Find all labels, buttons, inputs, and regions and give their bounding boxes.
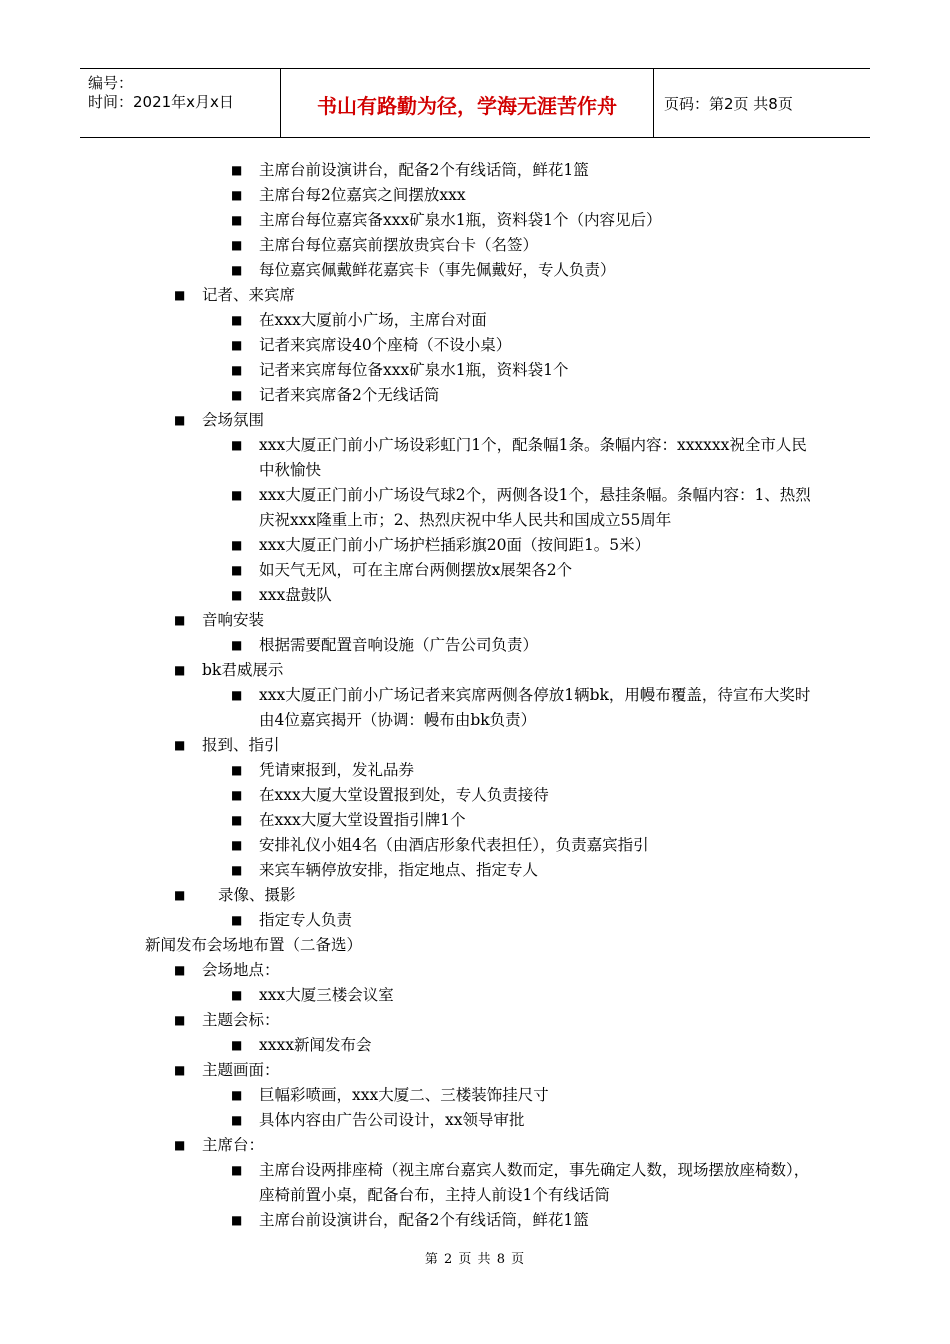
list-item-text: xxx大厦正门前小广场设气球2个，两侧各设1个，悬挂条幅。条幅内容：1、热烈庆祝xxx隆重上市；2、热烈庆祝中华人民共和国成立55周年	[259, 486, 811, 529]
square-bullet-icon: ■	[231, 1163, 243, 1177]
header-page-cell	[654, 69, 870, 137]
list-item-level-2	[0, 683, 950, 733]
list-item-text: 主席台每位嘉宾备xxx矿泉水1瓶，资料袋1个（内容见后）	[259, 211, 662, 229]
list-item-level-1	[0, 283, 950, 308]
list-item-level-2	[0, 758, 950, 783]
square-bullet-icon: ■	[231, 388, 243, 402]
section-heading	[0, 933, 950, 958]
list-item-text: 记者来宾席设40个座椅（不设小桌）	[259, 336, 512, 354]
list-item-text: 在xxx大厦前小广场，主席台对面	[259, 311, 487, 329]
list-item-text: 指定专人负责	[259, 911, 353, 929]
list-item-text: 主题画面：	[202, 1061, 280, 1079]
square-bullet-icon: ■	[174, 663, 186, 677]
list-item-level-2	[0, 308, 950, 333]
list-item-text: bk君威展示	[202, 661, 284, 679]
header-page-number: 页码：第2页 共8页	[664, 95, 793, 113]
list-item-level-1	[0, 1008, 950, 1033]
list-item-level-1	[0, 658, 950, 683]
list-item-level-2	[0, 258, 950, 283]
list-item-text: 来宾车辆停放安排，指定地点、指定专人	[259, 861, 539, 879]
square-bullet-icon: ■	[231, 213, 243, 227]
square-bullet-icon: ■	[231, 438, 243, 452]
list-item-level-1	[0, 883, 950, 908]
square-bullet-icon: ■	[231, 863, 243, 877]
square-bullet-icon: ■	[174, 888, 186, 902]
list-item-text: xxx大厦三楼会议室	[259, 986, 394, 1004]
list-item-level-2	[0, 208, 950, 233]
list-item-text: 安排礼仪小姐4名（由酒店形象代表担任），负责嘉宾指引	[259, 836, 649, 854]
list-item-level-2	[0, 833, 950, 858]
square-bullet-icon: ■	[231, 813, 243, 827]
square-bullet-icon: ■	[231, 1213, 243, 1227]
list-item-level-2	[0, 433, 950, 483]
list-item-text: 根据需要配置音响设施（广告公司负责）	[259, 636, 539, 654]
page-footer: 第 2 页 共 8 页	[424, 1252, 526, 1267]
document-body	[0, 158, 950, 1233]
list-item-text: 凭请柬报到，发礼品券	[259, 761, 415, 779]
square-bullet-icon: ■	[174, 1013, 186, 1027]
list-item-level-2	[0, 383, 950, 408]
list-item-text: 报到、指引	[202, 736, 280, 754]
square-bullet-icon: ■	[231, 363, 243, 377]
square-bullet-icon: ■	[231, 163, 243, 177]
list-item-text: 具体内容由广告公司设计，xx领导审批	[259, 1111, 525, 1129]
square-bullet-icon: ■	[174, 413, 186, 427]
list-item-level-2	[0, 1108, 950, 1133]
list-item-text: 会场氛围	[202, 411, 265, 429]
list-item-level-2	[0, 483, 950, 533]
list-item-text: 记者、来宾席	[202, 286, 296, 304]
list-item-level-2	[0, 558, 950, 583]
square-bullet-icon: ■	[231, 788, 243, 802]
square-bullet-icon: ■	[231, 238, 243, 252]
square-bullet-icon: ■	[174, 1138, 186, 1152]
list-item-text: 主席台：	[202, 1136, 265, 1154]
square-bullet-icon: ■	[231, 188, 243, 202]
square-bullet-icon: ■	[174, 613, 186, 627]
list-item-level-2	[0, 233, 950, 258]
list-item-text: 主席台前设演讲台，配备2个有线话筒，鲜花1篮	[259, 161, 589, 179]
header-left-cell	[80, 69, 281, 137]
square-bullet-icon: ■	[231, 313, 243, 327]
list-item-level-2	[0, 908, 950, 933]
list-item-level-1	[0, 1133, 950, 1158]
list-item-text: 记者来宾席每位备xxx矿泉水1瓶，资料袋1个	[259, 361, 569, 379]
document-header	[80, 68, 870, 138]
square-bullet-icon: ■	[231, 763, 243, 777]
square-bullet-icon: ■	[231, 538, 243, 552]
document-number-label: 编号：	[88, 74, 134, 92]
square-bullet-icon: ■	[231, 588, 243, 602]
square-bullet-icon: ■	[231, 688, 243, 702]
list-item-level-1	[0, 408, 950, 433]
list-item-level-2	[0, 808, 950, 833]
square-bullet-icon: ■	[174, 1063, 186, 1077]
list-item-level-2	[0, 1033, 950, 1058]
square-bullet-icon: ■	[231, 1113, 243, 1127]
square-bullet-icon: ■	[174, 288, 186, 302]
square-bullet-icon: ■	[174, 963, 186, 977]
list-item-text: xxxx新闻发布会	[259, 1036, 372, 1054]
list-item-level-1	[0, 733, 950, 758]
list-item-text: xxx大厦正门前小广场护栏插彩旗20面（按间距1。5米）	[259, 536, 651, 554]
list-item-text: 主席台每2位嘉宾之间摆放xxx	[259, 186, 466, 204]
list-item-text: 在xxx大厦大堂设置指引牌1个	[259, 811, 466, 829]
list-item-text: 主题会标：	[202, 1011, 280, 1029]
list-item-text: 巨幅彩喷画，xxx大厦二、三楼装饰挂尺寸	[259, 1086, 549, 1104]
list-item-text: xxx大厦正门前小广场记者来宾席两侧各停放1辆bk，用幔布覆盖，待宣布大奖时由4位嘉宾揭开（协调：幔布由bk负责）	[259, 686, 811, 729]
list-item-text: 主席台每位嘉宾前摆放贵宾台卡（名签）	[259, 236, 539, 254]
list-item-level-2	[0, 1208, 950, 1233]
list-item-level-2	[0, 183, 950, 208]
list-item-text: 会场地点：	[202, 961, 280, 979]
square-bullet-icon: ■	[231, 838, 243, 852]
square-bullet-icon: ■	[231, 913, 243, 927]
list-item-text: 记者来宾席备2个无线话筒	[259, 386, 440, 404]
list-item-text: xxx盘鼓队	[259, 586, 332, 604]
list-item-level-2	[0, 1158, 950, 1208]
square-bullet-icon: ■	[231, 263, 243, 277]
list-item-text: 新闻发布会场地布置（二备选）	[145, 936, 363, 954]
list-item-level-2	[0, 358, 950, 383]
list-item-text: 音响安装	[202, 611, 265, 629]
list-item-text: 录像、摄影	[218, 886, 296, 904]
list-item-text: 每位嘉宾佩戴鲜花嘉宾卡（事先佩戴好，专人负责）	[259, 261, 616, 279]
square-bullet-icon: ■	[231, 338, 243, 352]
list-item-level-1	[0, 1058, 950, 1083]
list-item-text: xxx大厦正门前小广场设彩虹门1个，配条幅1条。条幅内容：xxxxxx祝全市人民中秋愉快	[259, 436, 807, 479]
list-item-level-2	[0, 583, 950, 608]
list-item-text: 主席台前设演讲台，配备2个有线话筒，鲜花1篮	[259, 1211, 589, 1229]
list-item-level-2	[0, 158, 950, 183]
list-item-level-2	[0, 633, 950, 658]
header-motto-cell	[281, 69, 654, 137]
document-time-label: 时间：2021年x月x日	[88, 93, 234, 111]
square-bullet-icon: ■	[231, 1088, 243, 1102]
list-item-level-2	[0, 1083, 950, 1108]
square-bullet-icon: ■	[231, 563, 243, 577]
list-item-level-2	[0, 783, 950, 808]
square-bullet-icon: ■	[231, 988, 243, 1002]
square-bullet-icon: ■	[231, 1038, 243, 1052]
list-item-level-1	[0, 608, 950, 633]
header-motto: 书山有路勤为径，学海无涯苦作舟	[317, 94, 617, 118]
list-item-text: 主席台设两排座椅（视主席台嘉宾人数而定，事先确定人数，现场摆放座椅数），座椅前置小桌，配备台布，主持人前设1个有线话筒	[259, 1161, 810, 1204]
list-item-level-1	[0, 958, 950, 983]
list-item-level-2	[0, 333, 950, 358]
square-bullet-icon: ■	[231, 488, 243, 502]
list-item-text: 如天气无风，可在主席台两侧摆放x展架各2个	[259, 561, 573, 579]
square-bullet-icon: ■	[174, 738, 186, 752]
list-item-level-2	[0, 858, 950, 883]
list-item-level-2	[0, 983, 950, 1008]
square-bullet-icon: ■	[231, 638, 243, 652]
list-item-text: 在xxx大厦大堂设置报到处，专人负责接待	[259, 786, 549, 804]
list-item-level-2	[0, 533, 950, 558]
